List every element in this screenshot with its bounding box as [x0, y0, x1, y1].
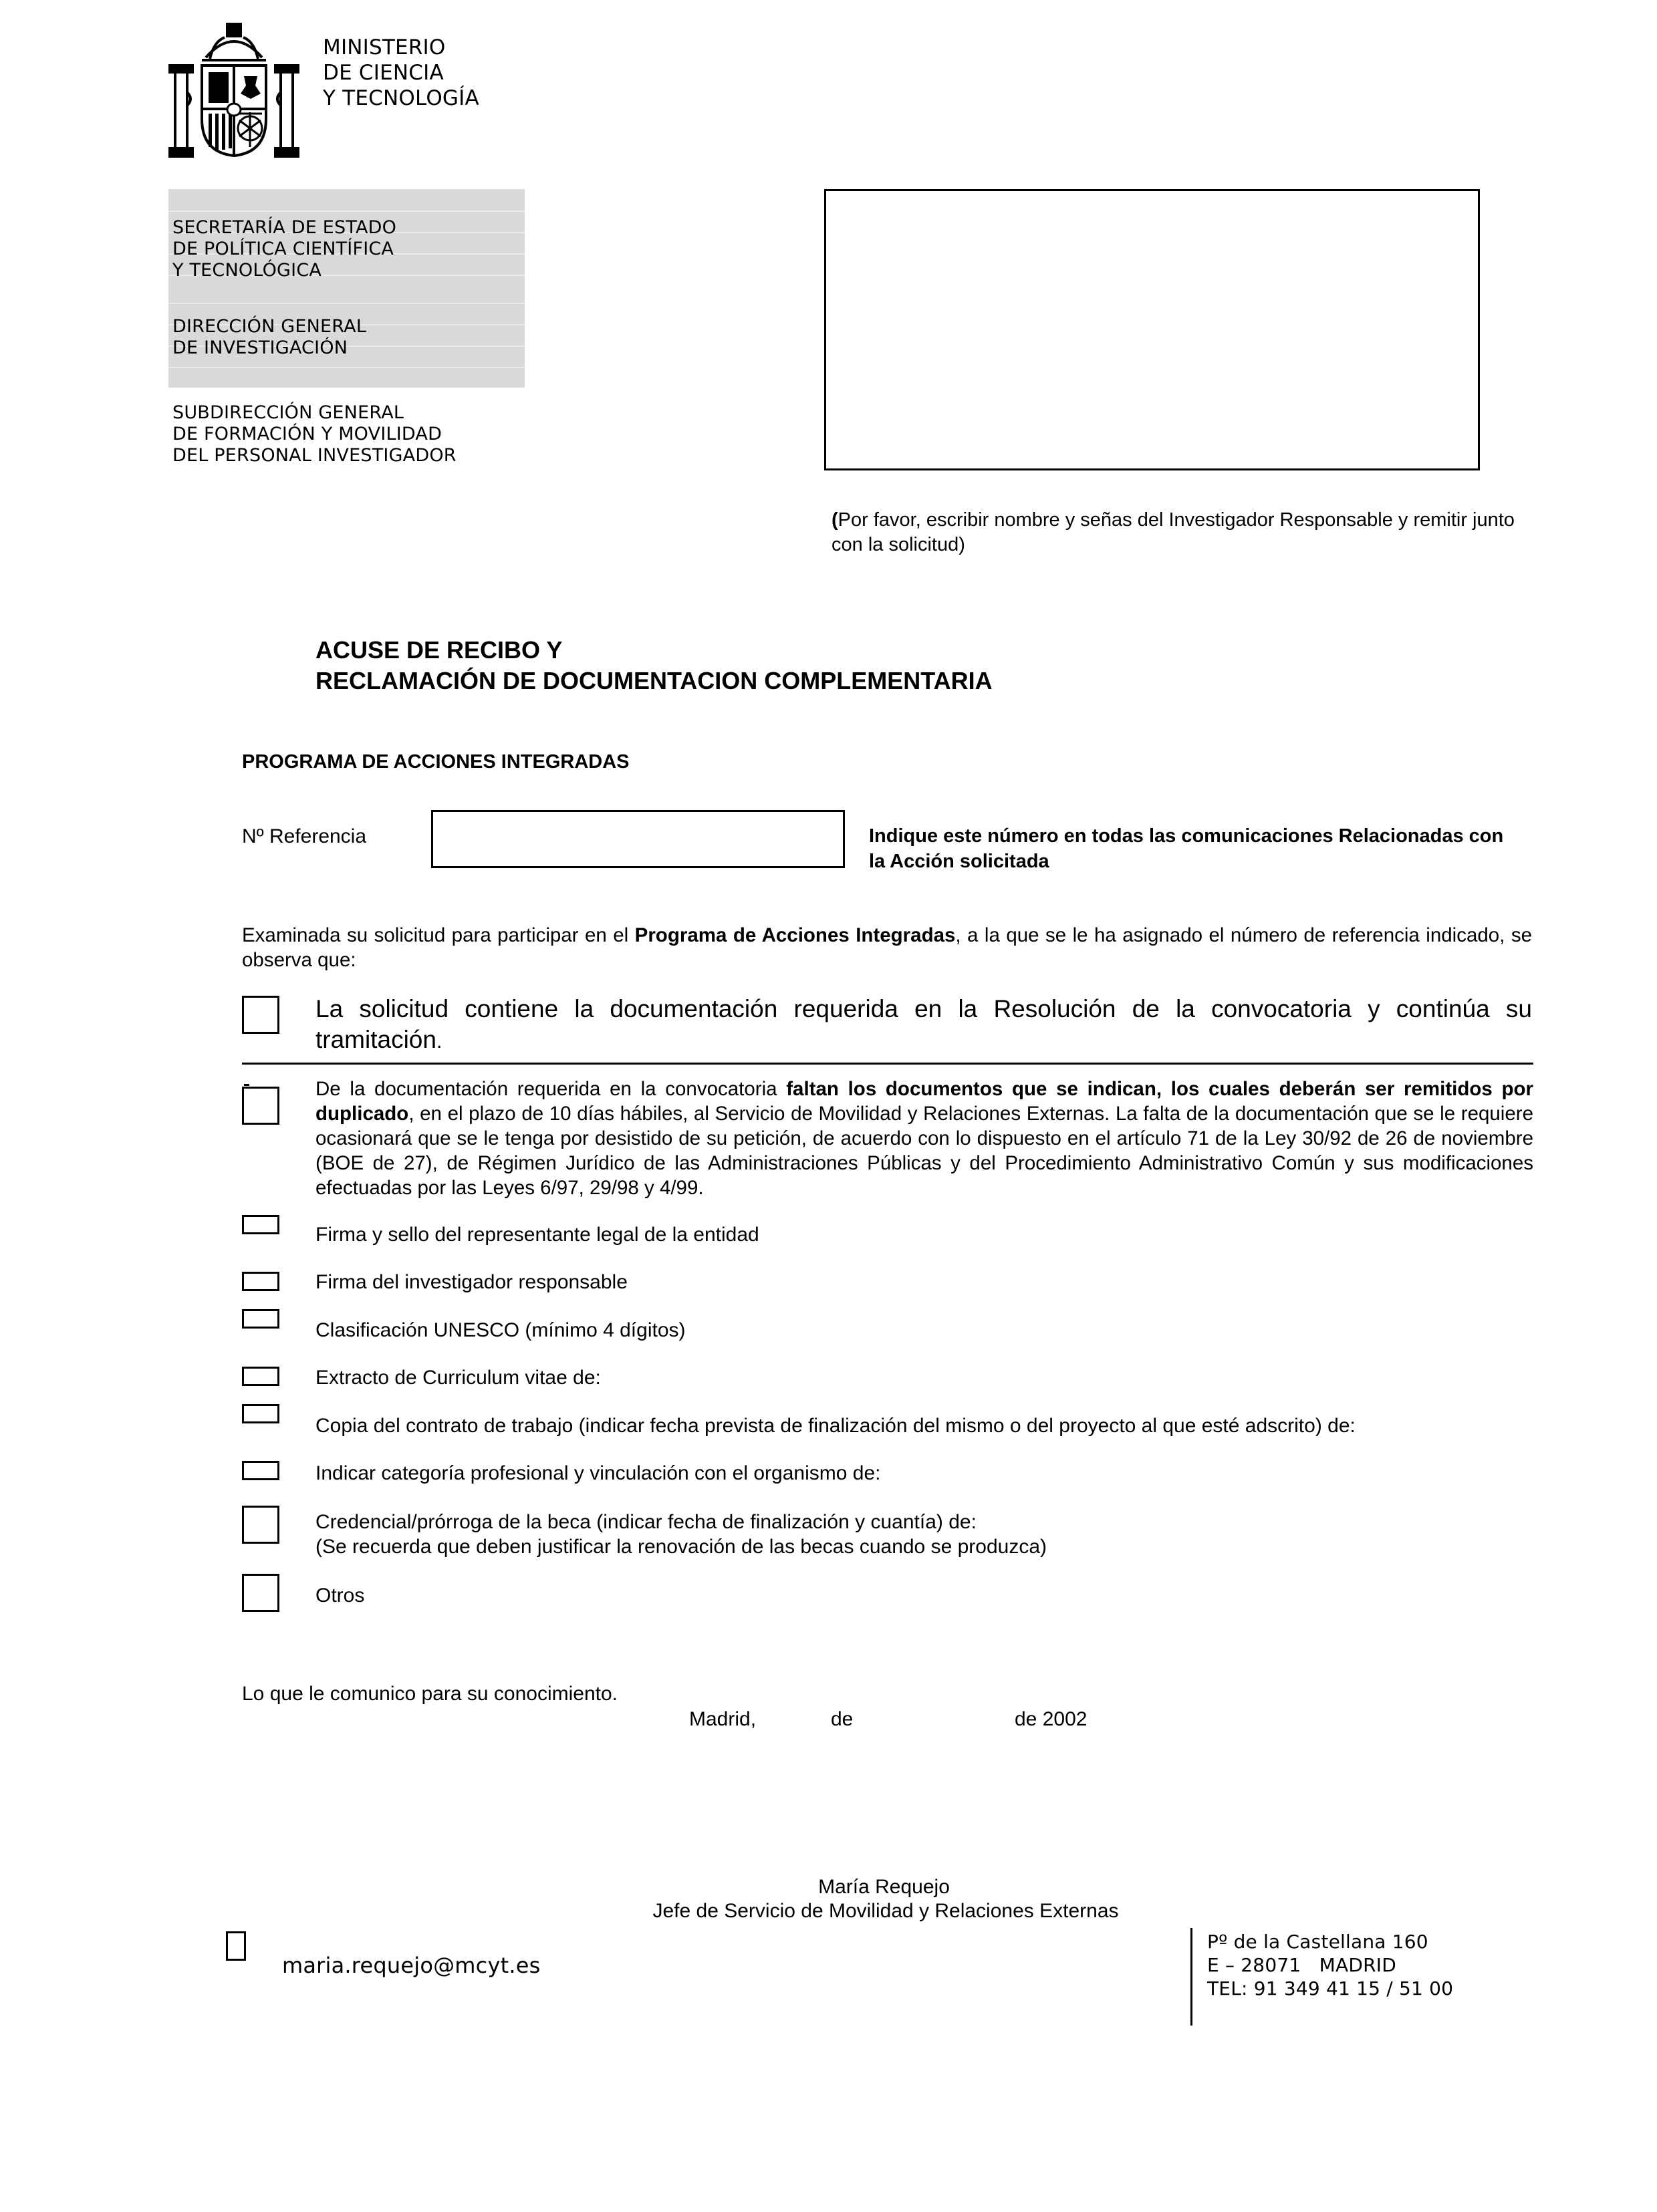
intro-paragraph	[242, 923, 1532, 972]
complete-option-text	[315, 994, 1532, 1057]
mail-icon	[226, 1931, 246, 1961]
intro-post: , a la que se le ha asignado el número de referencia indicado, se observa que:	[242, 924, 1532, 971]
recipient-address-box[interactable]	[824, 189, 1480, 470]
place-city: Madrid,	[689, 1708, 757, 1730]
page-title	[315, 635, 993, 696]
address-line: TEL: 91 349 41 15 / 51 00	[1207, 1977, 1454, 1999]
item-checkbox[interactable]	[242, 1574, 279, 1612]
reference-label: Nº Referencia	[242, 825, 367, 847]
missing-docs-bold: faltan los documentos que se indican, los cuales deberán ser remitidos por duplicado	[315, 1078, 1533, 1125]
item-checkbox[interactable]	[242, 1272, 279, 1291]
sender-line: DE FORMACIÓN Y MOVILIDAD	[172, 424, 442, 444]
missing-docs-pre: De la documentación requerida en la convocatoria	[315, 1078, 787, 1100]
sender-subdireccion	[172, 402, 457, 466]
ministry-name	[323, 35, 479, 111]
recipient-note	[832, 508, 1533, 557]
item-scholarship-text: Credencial/prórroga de la beca (indicar fecha de finalización y cuantía) de:	[315, 1511, 977, 1533]
sender-direccion	[172, 316, 366, 359]
complete-option-end: .	[436, 1030, 442, 1053]
item-legal-signature: Firma y sello del representante legal de la entidad	[315, 1224, 759, 1246]
recipient-note-paren: (	[832, 509, 838, 531]
ministry-line: DE CIENCIA	[323, 61, 444, 85]
item-category: Indicar categoría profesional y vinculación con el organismo de:	[315, 1462, 881, 1484]
sender-line: Y TECNOLÓGICA	[172, 260, 322, 281]
program-heading: PROGRAMA DE ACCIONES INTEGRADAS	[242, 751, 630, 773]
item-checkbox[interactable]	[242, 1404, 279, 1423]
coat-of-arms-logo	[167, 19, 301, 162]
footer-address	[1207, 1930, 1453, 2000]
missing-docs-post: , en el plazo de 10 días hábiles, al Servicio de Movilidad y Relaciones Externas. La falta de la documentación que se le requiere ocasionará que se le tenga por desistido de su petición, de acuerdo con lo dispuesto en el artículo 71 de la Ley 30/92 de 26 de noviembre (BOE de 27), de Régimen Jurídico de las Administraciones Públicas y del Procedimiento Administrativo Común y sus modificaciones efectuadas por las Leyes 6/97, 29/98 y 4/99.	[315, 1103, 1533, 1199]
reference-note: Indique este número en todas las comunicaciones Relacionadas con la Acción solicitada	[869, 825, 1504, 872]
intro-program: Programa de Acciones Integradas	[634, 924, 956, 946]
contact-email[interactable]: maria.requejo@mcyt.es	[282, 1953, 541, 1978]
complete-option-body: La solicitud contiene la documentación requerida en la Resolución de la convocatoria y continúa su tramitación	[315, 995, 1532, 1053]
sender-line: DIRECCIÓN GENERAL	[172, 316, 367, 337]
item-scholarship	[315, 1510, 1047, 1559]
item-scholarship-note: (Se recuerda que deben justificar la renovación de las becas cuando se produzca)	[315, 1536, 1047, 1558]
item-checkbox[interactable]	[242, 1309, 279, 1329]
item-checkbox[interactable]	[242, 1506, 279, 1544]
sender-line: DE INVESTIGACIÓN	[172, 337, 348, 358]
footer-divider	[1190, 1928, 1192, 2026]
item-unesco: Clasificación UNESCO (mínimo 4 dígitos)	[315, 1319, 686, 1341]
address-line: Pº de la Castellana 160	[1207, 1931, 1428, 1953]
missing-docs-checkbox[interactable]	[242, 1087, 279, 1125]
missing-docs-text	[315, 1077, 1533, 1200]
item-contract: Copia del contrato de trabajo (indicar fecha prevista de finalización del mismo o del proyecto al que esté adscrito) de:	[315, 1415, 1356, 1437]
bullet-mark	[244, 1084, 249, 1086]
closing-text: Lo que le comunico para su conocimiento.	[242, 1683, 618, 1705]
recipient-note-text: Por favor, escribir nombre y señas del Investigador Responsable y remitir junto con la solicitud)	[832, 509, 1515, 555]
reference-input[interactable]	[431, 810, 845, 868]
signer-name: María Requejo	[818, 1876, 950, 1898]
item-cv: Extracto de Curriculum vitae de:	[315, 1367, 601, 1389]
ministry-line: Y TECNOLOGÍA	[323, 86, 479, 110]
sender-line: DE POLÍTICA CIENTÍFICA	[172, 239, 394, 259]
sender-line: SUBDIRECCIÓN GENERAL	[172, 402, 404, 423]
item-checkbox[interactable]	[242, 1461, 279, 1480]
address-line: E – 28071 MADRID	[1207, 1954, 1397, 1976]
signer-title: Jefe de Servicio de Movilidad y Relaciones Externas	[652, 1900, 1119, 1922]
sender-line: DEL PERSONAL INVESTIGADOR	[172, 445, 457, 466]
item-others: Otros	[315, 1584, 365, 1607]
intro-pre: Examinada su solicitud para participar en el	[242, 924, 635, 946]
date-year: de 2002	[1015, 1708, 1088, 1730]
divider	[242, 1063, 1533, 1065]
date-de: de	[831, 1708, 854, 1730]
item-checkbox[interactable]	[242, 1367, 279, 1386]
sender-secretaria	[172, 217, 396, 281]
item-checkbox[interactable]	[242, 1215, 279, 1234]
ministry-line: MINISTERIO	[323, 35, 446, 59]
sender-line: SECRETARÍA DE ESTADO	[172, 217, 397, 238]
title-line: ACUSE DE RECIBO Y	[315, 636, 563, 664]
item-researcher-signature: Firma del investigador responsable	[315, 1271, 628, 1293]
complete-checkbox[interactable]	[242, 996, 279, 1034]
title-line: RECLAMACIÓN DE DOCUMENTACION COMPLEMENTARIA	[315, 667, 993, 694]
